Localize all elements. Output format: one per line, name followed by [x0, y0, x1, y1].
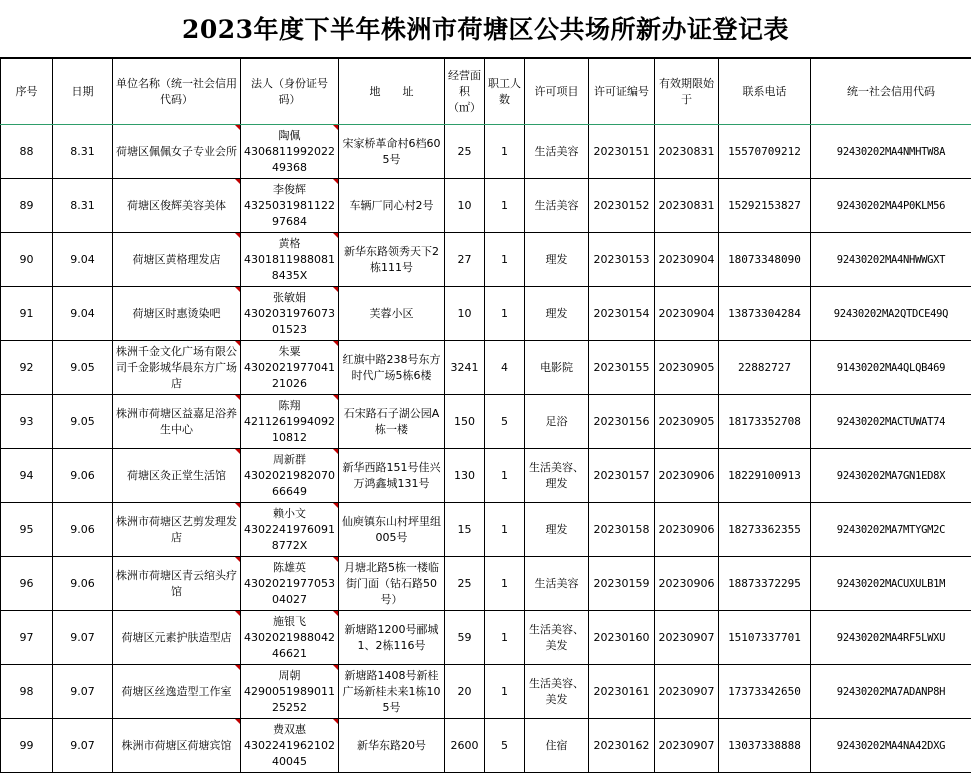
cell-permit-item: 理发	[525, 233, 589, 287]
cell-legal-person	[241, 449, 339, 503]
cell-valid-from: 20230907	[655, 719, 719, 773]
legal-person-id: 430224196210240045	[244, 738, 335, 768]
cell-valid-from: 20230906	[655, 449, 719, 503]
cell-legal-person	[241, 287, 339, 341]
header-row	[1, 59, 971, 125]
cell-phone: 18173352708	[719, 395, 811, 449]
legal-person-id: 43022419760918772X	[244, 522, 335, 552]
cell-address: 新华东路领秀天下2栋111号	[339, 233, 445, 287]
table-row	[1, 557, 971, 611]
cell-area: 27	[445, 233, 485, 287]
cell-date: 9.06	[53, 449, 113, 503]
table-row	[1, 503, 971, 557]
cell-no: 88	[1, 125, 53, 179]
header-no: 序号	[1, 59, 53, 125]
legal-person-id: 430202197704121026	[244, 360, 335, 390]
cell-address: 新华东路20号	[339, 719, 445, 773]
table-row	[1, 611, 971, 665]
cell-area: 10	[445, 287, 485, 341]
header-code: 统一社会信用代码	[811, 59, 971, 125]
cell-date: 9.07	[53, 719, 113, 773]
cell-credit-code: 92430202MACUXULB1M	[811, 557, 971, 611]
table-row	[1, 125, 971, 179]
cell-date: 8.31	[53, 125, 113, 179]
cell-area: 130	[445, 449, 485, 503]
cell-no: 98	[1, 665, 53, 719]
cell-unit-name: 株洲千金文化广场有限公司千金影城华晨东方广场店	[113, 341, 241, 395]
cell-no: 89	[1, 179, 53, 233]
cell-credit-code: 92430202MA4P0KLM56	[811, 179, 971, 233]
cell-unit-name: 荷塘区黄格理发店	[113, 233, 241, 287]
cell-legal-person	[241, 503, 339, 557]
cell-area: 2600	[445, 719, 485, 773]
cell-unit-name: 荷塘区佩佩女子专业会所	[113, 125, 241, 179]
cell-unit-name: 荷塘区俊辉美容美体	[113, 179, 241, 233]
cell-credit-code: 92430202MACTUWAT74	[811, 395, 971, 449]
header-start: 有效期限始于	[655, 59, 719, 125]
cell-area: 150	[445, 395, 485, 449]
cell-phone: 22882727	[719, 341, 811, 395]
cell-valid-from: 20230904	[655, 287, 719, 341]
cell-address: 新塘路1200号郦城1、2栋116号	[339, 611, 445, 665]
cell-address: 石宋路石子湖公园A栋一楼	[339, 395, 445, 449]
cell-legal-person	[241, 179, 339, 233]
cell-legal-person	[241, 395, 339, 449]
table-row	[1, 395, 971, 449]
cell-permit-item: 生活美容	[525, 125, 589, 179]
cell-license-no: 20230156	[589, 395, 655, 449]
header-area: 经营面积（㎡）	[445, 59, 485, 125]
cell-valid-from: 20230831	[655, 179, 719, 233]
cell-legal-person	[241, 341, 339, 395]
cell-credit-code: 92430202MA7GN1ED8X	[811, 449, 971, 503]
cell-no: 96	[1, 557, 53, 611]
legal-person-name: 周朝	[278, 668, 301, 682]
cell-unit-name: 株洲市荷塘区艺剪发理发店	[113, 503, 241, 557]
cell-credit-code: 92430202MA7MTYGM2C	[811, 503, 971, 557]
header-person: 法人（身份证号码）	[241, 59, 339, 125]
table-body	[1, 125, 971, 773]
cell-address: 宋家桥革命村6档605号	[339, 125, 445, 179]
cell-address: 红旗中路238号东方时代广场5栋6楼	[339, 341, 445, 395]
cell-phone: 18873372295	[719, 557, 811, 611]
registry-table	[0, 58, 971, 773]
cell-permit-item: 生活美容、美发	[525, 611, 589, 665]
header-address: 地 址	[339, 59, 445, 125]
cell-license-no: 20230151	[589, 125, 655, 179]
cell-unit-name: 荷塘区丝逸造型工作室	[113, 665, 241, 719]
cell-permit-item: 理发	[525, 287, 589, 341]
legal-person-id: 430681199202249368	[244, 144, 335, 174]
table-row	[1, 341, 971, 395]
cell-no: 91	[1, 287, 53, 341]
cell-phone: 18229100913	[719, 449, 811, 503]
legal-person-id: 421126199409210812	[244, 414, 335, 444]
table-row	[1, 287, 971, 341]
cell-staff: 1	[485, 125, 525, 179]
legal-person-id: 430202197705304027	[244, 576, 335, 606]
cell-phone: 13873304284	[719, 287, 811, 341]
cell-license-no: 20230162	[589, 719, 655, 773]
cell-permit-item: 生活美容	[525, 557, 589, 611]
legal-person-name: 陶佩	[278, 128, 301, 142]
legal-person-name: 张敏娟	[273, 290, 306, 304]
cell-no: 90	[1, 233, 53, 287]
cell-phone: 18073348090	[719, 233, 811, 287]
legal-person-name: 周新群	[273, 452, 306, 466]
cell-permit-item: 生活美容、理发	[525, 449, 589, 503]
cell-license-no: 20230157	[589, 449, 655, 503]
cell-valid-from: 20230831	[655, 125, 719, 179]
cell-valid-from: 20230907	[655, 611, 719, 665]
header-staff: 职工人数	[485, 59, 525, 125]
legal-person-name: 费双惠	[273, 722, 306, 736]
cell-phone: 13037338888	[719, 719, 811, 773]
cell-area: 20	[445, 665, 485, 719]
cell-permit-item: 生活美容、美发	[525, 665, 589, 719]
header-name: 单位名称（统一社会信用代码）	[113, 59, 241, 125]
cell-date: 9.04	[53, 233, 113, 287]
cell-license-no: 20230154	[589, 287, 655, 341]
cell-no: 97	[1, 611, 53, 665]
cell-area: 59	[445, 611, 485, 665]
legal-person-id: 432503198112297684	[244, 198, 335, 228]
cell-license-no: 20230152	[589, 179, 655, 233]
cell-no: 94	[1, 449, 53, 503]
cell-phone: 17373342650	[719, 665, 811, 719]
cell-unit-name: 荷塘区时惠烫染吧	[113, 287, 241, 341]
cell-no: 92	[1, 341, 53, 395]
cell-date: 8.31	[53, 179, 113, 233]
table-row	[1, 449, 971, 503]
cell-valid-from: 20230906	[655, 557, 719, 611]
cell-permit-item: 生活美容	[525, 179, 589, 233]
cell-no: 93	[1, 395, 53, 449]
cell-staff: 5	[485, 719, 525, 773]
cell-legal-person	[241, 611, 339, 665]
cell-phone: 15570709212	[719, 125, 811, 179]
table-row	[1, 233, 971, 287]
cell-permit-item: 电影院	[525, 341, 589, 395]
cell-permit-item: 住宿	[525, 719, 589, 773]
cell-license-no: 20230155	[589, 341, 655, 395]
cell-address: 仙庾镇东山村坪里组005号	[339, 503, 445, 557]
cell-unit-name: 荷塘区灸正堂生活馆	[113, 449, 241, 503]
cell-staff: 1	[485, 287, 525, 341]
cell-area: 10	[445, 179, 485, 233]
cell-valid-from: 20230906	[655, 503, 719, 557]
legal-person-name: 朱粟	[278, 344, 301, 358]
header-item: 许可项目	[525, 59, 589, 125]
cell-legal-person	[241, 557, 339, 611]
cell-phone: 18273362355	[719, 503, 811, 557]
cell-unit-name: 荷塘区元素护肤造型店	[113, 611, 241, 665]
cell-license-no: 20230159	[589, 557, 655, 611]
legal-person-name: 施银飞	[273, 614, 306, 628]
cell-valid-from: 20230905	[655, 341, 719, 395]
cell-area: 25	[445, 125, 485, 179]
legal-person-name: 黄格	[278, 236, 301, 250]
cell-credit-code: 92430202MA7ADANP8H	[811, 665, 971, 719]
legal-person-name: 赖小文	[273, 506, 306, 520]
cell-unit-name: 株洲市荷塘区荷塘宾馆	[113, 719, 241, 773]
cell-credit-code: 91430202MA4QLQB469	[811, 341, 971, 395]
cell-staff: 1	[485, 557, 525, 611]
cell-address: 月塘北路5栋一楼临街门面（钻石路50号）	[339, 557, 445, 611]
cell-credit-code: 92430202MA4NHWWGXT	[811, 233, 971, 287]
cell-legal-person	[241, 233, 339, 287]
cell-area: 25	[445, 557, 485, 611]
header-license: 许可证编号	[589, 59, 655, 125]
cell-staff: 5	[485, 395, 525, 449]
table-row	[1, 179, 971, 233]
table-row	[1, 719, 971, 773]
cell-unit-name: 株洲市荷塘区青云绾头疗馆	[113, 557, 241, 611]
legal-person-name: 陈雄英	[273, 560, 306, 574]
cell-no: 99	[1, 719, 53, 773]
cell-phone: 15107337701	[719, 611, 811, 665]
cell-no: 95	[1, 503, 53, 557]
cell-license-no: 20230160	[589, 611, 655, 665]
cell-date: 9.05	[53, 341, 113, 395]
cell-area: 3241	[445, 341, 485, 395]
cell-legal-person	[241, 665, 339, 719]
table-row	[1, 665, 971, 719]
cell-date: 9.07	[53, 611, 113, 665]
legal-person-id: 430202198804246621	[244, 630, 335, 660]
cell-credit-code: 92430202MA2QTDCE49Q	[811, 287, 971, 341]
cell-staff: 4	[485, 341, 525, 395]
cell-valid-from: 20230905	[655, 395, 719, 449]
cell-address: 车辆厂同心村2号	[339, 179, 445, 233]
cell-staff: 1	[485, 233, 525, 287]
cell-license-no: 20230158	[589, 503, 655, 557]
cell-address: 芙蓉小区	[339, 287, 445, 341]
cell-date: 9.05	[53, 395, 113, 449]
cell-address: 新塘路1408号新桂广场新桂未来1栋105号	[339, 665, 445, 719]
cell-credit-code: 92430202MA4NMHTW8A	[811, 125, 971, 179]
cell-staff: 1	[485, 611, 525, 665]
cell-date: 9.06	[53, 557, 113, 611]
cell-staff: 1	[485, 665, 525, 719]
cell-permit-item: 理发	[525, 503, 589, 557]
legal-person-id: 430203197607301523	[244, 306, 335, 336]
cell-phone: 15292153827	[719, 179, 811, 233]
legal-person-name: 李俊辉	[273, 182, 306, 196]
cell-address: 新华西路151号佳兴万鸿鑫城131号	[339, 449, 445, 503]
legal-person-id: 429005198901125252	[244, 684, 335, 714]
cell-license-no: 20230161	[589, 665, 655, 719]
cell-unit-name: 株洲市荷塘区益嘉足浴养生中心	[113, 395, 241, 449]
cell-credit-code: 92430202MA4RF5LWXU	[811, 611, 971, 665]
page-title: 2023年度下半年株洲市荷塘区公共场所新办证登记表	[0, 0, 971, 58]
cell-license-no: 20230153	[589, 233, 655, 287]
header-date: 日期	[53, 59, 113, 125]
cell-date: 9.04	[53, 287, 113, 341]
legal-person-id: 430202198207066649	[244, 468, 335, 498]
cell-staff: 1	[485, 179, 525, 233]
cell-valid-from: 20230904	[655, 233, 719, 287]
cell-date: 9.06	[53, 503, 113, 557]
legal-person-name: 陈翔	[278, 398, 301, 412]
cell-staff: 1	[485, 503, 525, 557]
cell-area: 15	[445, 503, 485, 557]
cell-permit-item: 足浴	[525, 395, 589, 449]
cell-valid-from: 20230907	[655, 665, 719, 719]
cell-credit-code: 92430202MA4NA42DXG	[811, 719, 971, 773]
legal-person-id: 43018119880818435X	[244, 252, 335, 282]
cell-staff: 1	[485, 449, 525, 503]
cell-date: 9.07	[53, 665, 113, 719]
cell-legal-person	[241, 719, 339, 773]
cell-legal-person	[241, 125, 339, 179]
header-phone: 联系电话	[719, 59, 811, 125]
